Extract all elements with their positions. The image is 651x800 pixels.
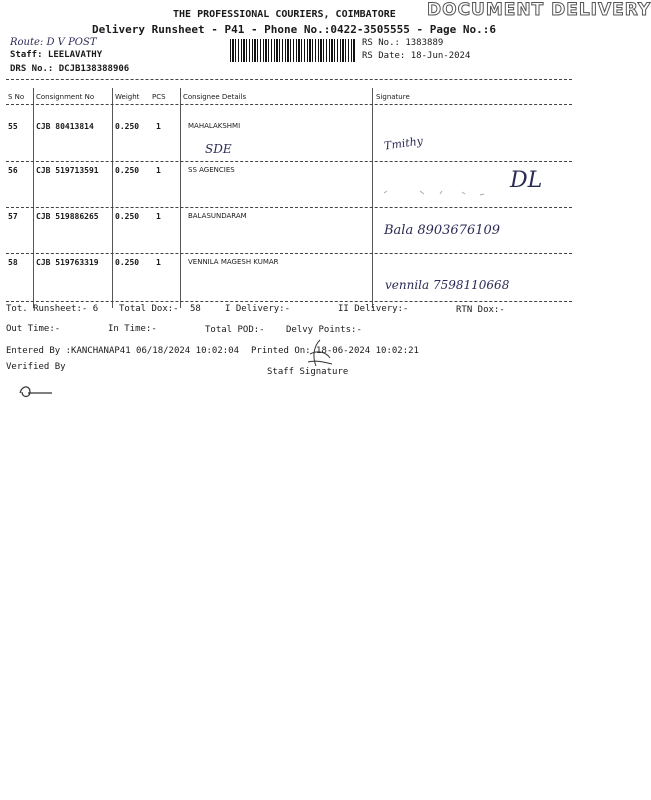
verifier-initials-scribble — [16, 383, 56, 401]
tot-runsheet: Tot. Runsheet:- 6 — [6, 304, 99, 314]
in-time: In Time:- — [108, 324, 157, 334]
row-rule — [6, 253, 572, 254]
row-pcs: 1 — [156, 212, 161, 221]
row-consignee: VENNILA MAGESH KUMAR — [188, 258, 279, 266]
header-signature: Signature — [376, 93, 410, 101]
row-weight: 0.250 — [115, 212, 140, 221]
total-dox-label: Total Dox:- — [119, 304, 179, 314]
row-consignment: CJB 519713591 — [36, 166, 99, 175]
staff-signature-scribble — [300, 336, 340, 376]
verified-by: Verified By — [6, 362, 66, 372]
out-time: Out Time:- — [6, 324, 61, 334]
drs-number: DRS No.: DCJB138388906 — [10, 64, 130, 74]
row-sno: 56 — [8, 166, 18, 175]
row-sno: 57 — [8, 212, 18, 221]
row-sno: 58 — [8, 258, 18, 267]
header-pcs: PCS — [152, 93, 166, 101]
faint-signature-marks — [380, 185, 500, 199]
rs-number: RS No.: 1383889 — [362, 38, 444, 48]
route-handwritten: Route: D V POST — [10, 37, 97, 48]
row-signature: Bala 8903676109 — [384, 223, 501, 238]
row-consignment: CJB 519763319 — [36, 258, 99, 267]
column-divider — [180, 88, 181, 308]
total-dox-value: 58 — [190, 304, 201, 314]
row-consignment: CJB 80413814 — [36, 122, 94, 131]
delvy-points: Delvy Points:- — [286, 325, 362, 335]
row-signature: vennila 7598110668 — [385, 278, 510, 292]
column-divider — [33, 88, 34, 308]
company-name: THE PROFESSIONAL COURIERS, COIMBATORE — [173, 9, 396, 20]
header-rule — [6, 104, 572, 105]
header-consignment: Consignment No — [36, 93, 95, 101]
row-weight: 0.250 — [115, 258, 140, 267]
table-bottom-rule — [6, 301, 572, 302]
row-pcs: 1 — [156, 258, 161, 267]
row-signature: Tmithy — [383, 134, 424, 153]
row-weight: 0.250 — [115, 166, 140, 175]
row-consignee: SS AGENCIES — [188, 166, 235, 174]
rs-date: RS Date: 18-Jun-2024 — [362, 51, 471, 61]
row-consignment: CJB 519886265 — [36, 212, 99, 221]
header-sno: S No — [8, 93, 25, 101]
rtn-dox: RTN Dox:- — [456, 305, 505, 315]
row-sno: 55 — [8, 122, 18, 131]
column-divider — [372, 88, 373, 308]
table-top-rule — [6, 79, 572, 80]
column-divider — [112, 88, 113, 308]
total-pod: Total POD:- — [205, 325, 265, 335]
row-note-handwritten: SDE — [205, 142, 232, 156]
entered-by: Entered By :KANCHANAP41 06/18/2024 10:02:04 — [6, 346, 239, 356]
row-consignee: BALASUNDARAM — [188, 212, 247, 220]
row-weight: 0.250 — [115, 122, 140, 131]
runsheet-title: Delivery Runsheet - P41 - Phone No.:0422-3505555 - Page No.:6 — [92, 23, 496, 36]
document-delivery-stamp: DOCUMENT DELIVERY — [427, 0, 651, 20]
row-rule — [6, 161, 572, 162]
row-consignee: MAHALAKSHMI — [188, 122, 241, 130]
header-consignee: Consignee Details — [183, 93, 247, 101]
staff-signature-label: Staff Signature — [267, 367, 349, 377]
ii-delivery: II Delivery:- — [338, 304, 409, 314]
header-weight: Weight — [115, 93, 140, 101]
i-delivery: I Delivery:- — [225, 304, 291, 314]
barcode — [230, 39, 356, 62]
row-signature: DL — [510, 168, 543, 193]
staff-name: Staff: LEELAVATHY — [10, 50, 103, 60]
row-rule — [6, 207, 572, 208]
row-pcs: 1 — [156, 166, 161, 175]
printed-on: Printed On: 18-06-2024 10:02:21 — [251, 346, 419, 356]
row-pcs: 1 — [156, 122, 161, 131]
